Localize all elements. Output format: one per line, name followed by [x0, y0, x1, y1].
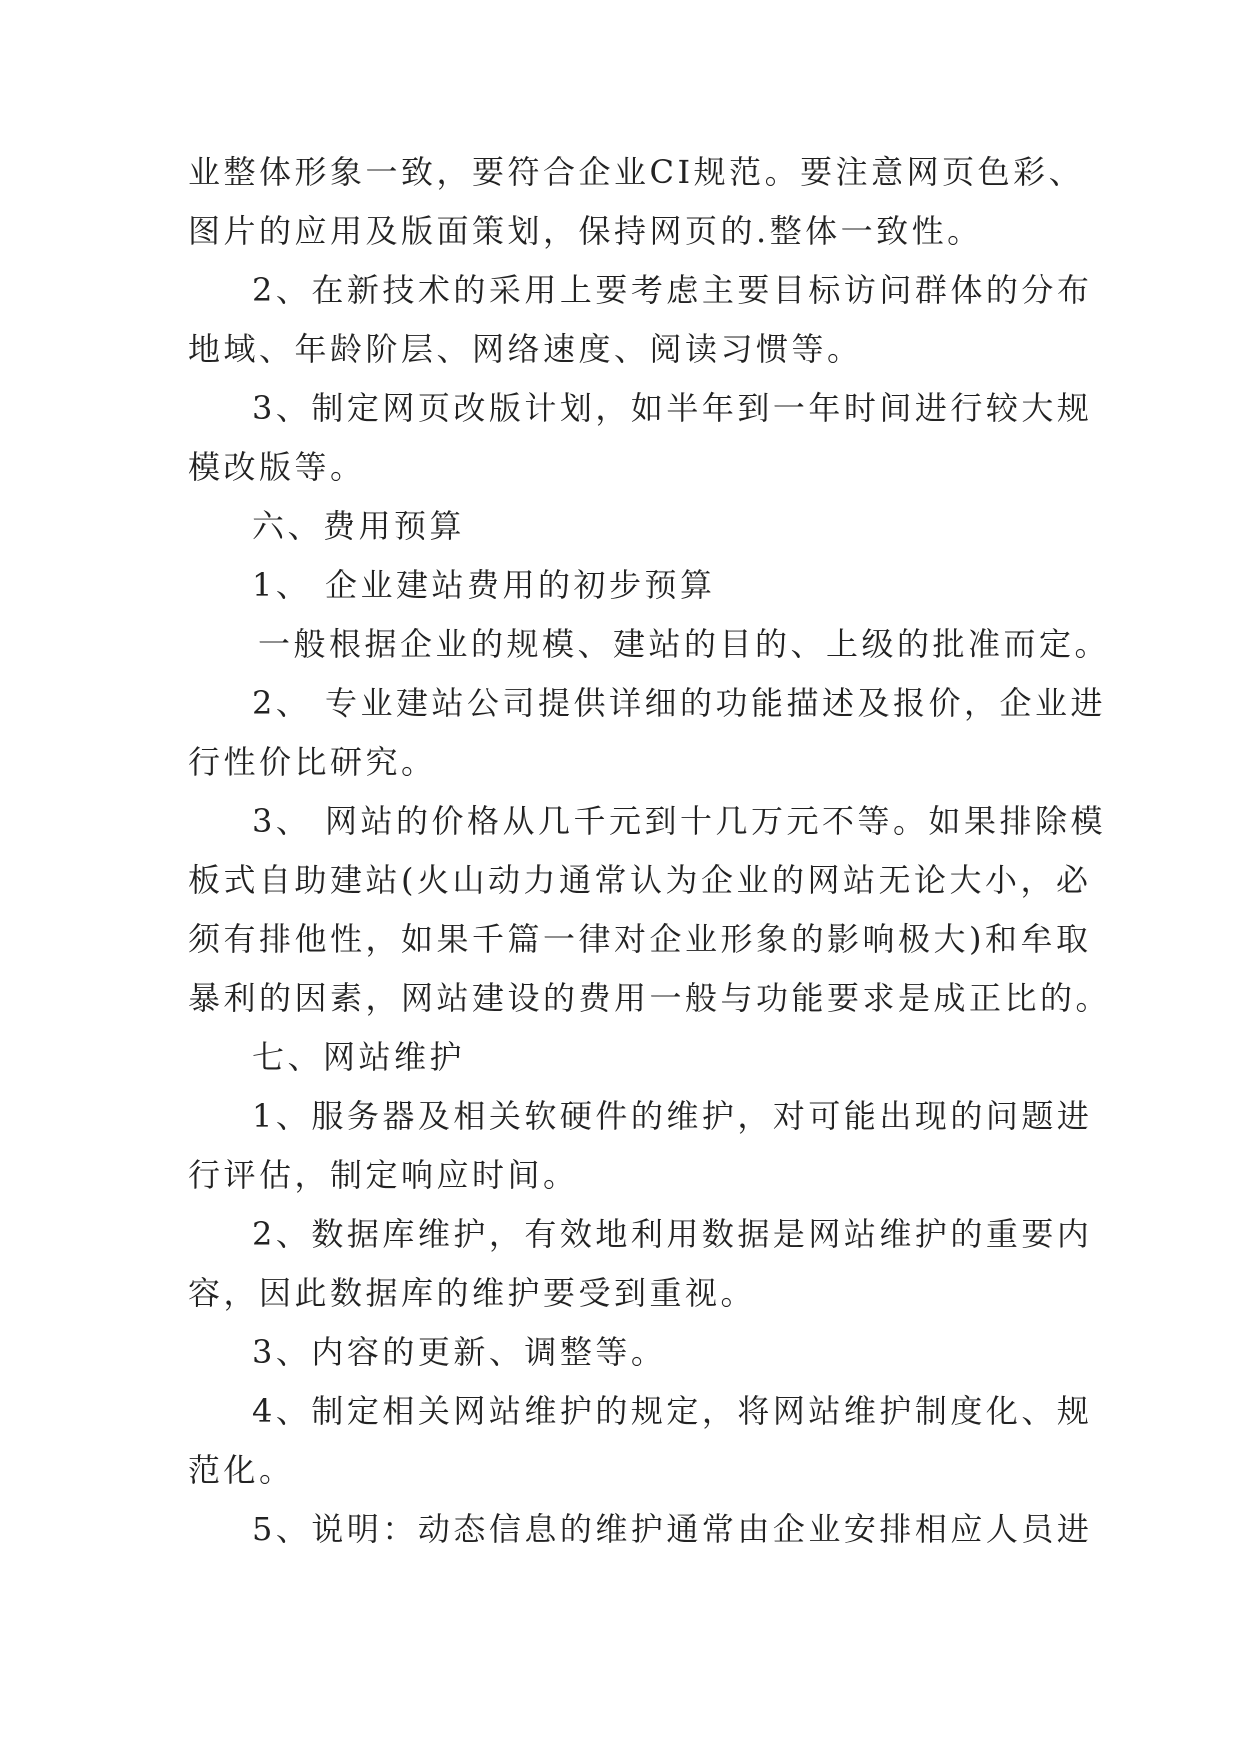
text-line: 5、说明：动态信息的维护通常由企业安排相应人员进: [252, 1510, 1093, 1548]
text-line: 图片的应用及版面策划，保持网页的.整体一致性。: [188, 212, 983, 250]
text-line: 2、 专业建站公司提供详细的功能描述及报价，企业进: [252, 684, 1107, 722]
text-line: 容，因此数据库的维护要受到重视。: [188, 1274, 757, 1312]
section-heading: 七、网站维护: [252, 1038, 466, 1076]
text-line: 范化。: [188, 1451, 295, 1489]
text-line: 行性价比研究。: [188, 743, 437, 781]
text-line: 地域、年龄阶层、网络速度、阅读习惯等。: [188, 330, 863, 368]
text-line: 2、在新技术的采用上要考虑主要目标访问群体的分布: [252, 271, 1093, 309]
text-line: 须有排他性，如果千篇一律对企业形象的影响极大)和牟取: [188, 920, 1092, 958]
text-line: 板式自助建站(火山动力通常认为企业的网站无论大小，必: [188, 861, 1092, 899]
text-line: 业整体形象一致，要符合企业CI规范。要注意网页色彩、: [188, 153, 1085, 191]
text-line: 一般根据企业的规模、建站的目的、上级的批准而定。: [258, 625, 1111, 663]
text-line: 4、制定相关网站维护的规定，将网站维护制度化、规: [252, 1392, 1093, 1430]
text-line: 行评估，制定响应时间。: [188, 1156, 579, 1194]
text-line: 模改版等。: [188, 448, 366, 486]
text-line: 3、内容的更新、调整等。: [252, 1333, 667, 1371]
text-line: 2、数据库维护，有效地利用数据是网站维护的重要内: [252, 1215, 1093, 1253]
section-heading: 六、费用预算: [252, 507, 466, 545]
text-line: 1、服务器及相关软硬件的维护，对可能出现的问题进: [252, 1097, 1093, 1135]
text-line: 暴利的因素，网站建设的费用一般与功能要求是成正比的。: [188, 979, 1112, 1017]
text-line: 1、 企业建站费用的初步预算: [252, 566, 716, 604]
text-line: 3、 网站的价格从几千元到十几万元不等。如果排除模: [252, 802, 1107, 840]
text-line: 3、制定网页改版计划，如半年到一年时间进行较大规: [252, 389, 1093, 427]
